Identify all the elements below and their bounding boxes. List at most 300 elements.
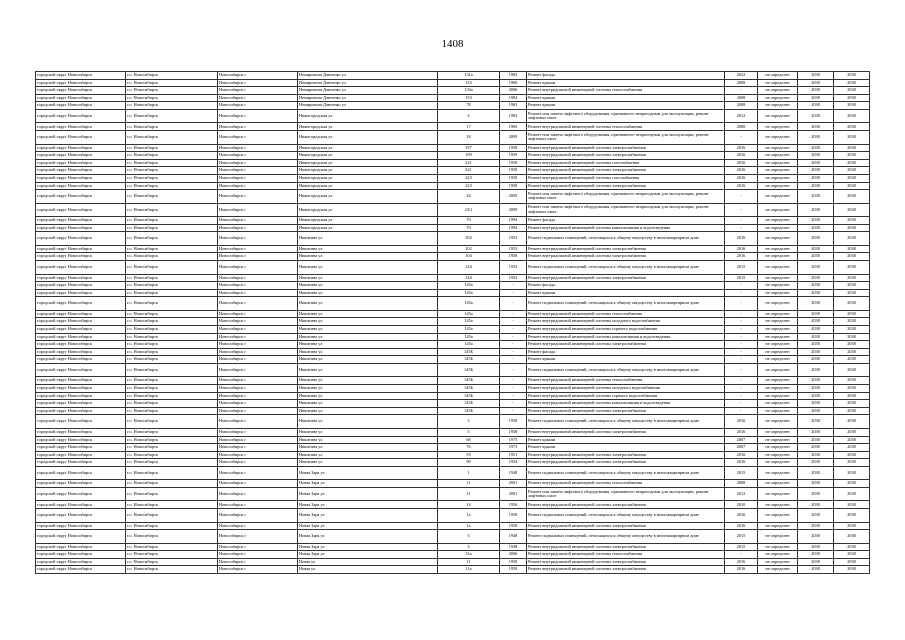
start-year-cell: - — [725, 217, 758, 225]
city-cell: Новосибирск г — [218, 377, 298, 385]
house-cell: 104 — [438, 253, 500, 261]
street-cell: Немировича-Данченко ул — [298, 72, 438, 80]
house-cell: 24/1 — [438, 203, 500, 217]
municipality-cell: г.о. Новосибирск — [126, 72, 218, 80]
plan-year-cell: 2038 — [798, 174, 834, 182]
year-cell: - — [500, 392, 527, 400]
okrug-cell: городской округ Новосибирск — [36, 356, 126, 364]
house-cell: 76 — [438, 444, 500, 452]
work-type-cell: Ремонт крыши — [527, 436, 725, 444]
plan-year-cell: 2038 — [798, 297, 834, 311]
start-year-cell: - — [725, 551, 758, 559]
work-type-cell: Ремонт внутридомовой инженерной системы электроснабжения — [527, 341, 725, 349]
municipality-cell: г.о. Новосибирск — [126, 348, 218, 356]
end-status-cell: не определен — [758, 392, 798, 400]
city-cell: Новосибирск г — [218, 451, 298, 459]
start-year-cell: 2016 — [725, 459, 758, 467]
plan-year-cell: 2038 — [798, 325, 834, 333]
municipality-cell: г.о. Новосибирск — [126, 487, 218, 501]
plan-year-end-cell: 2038 — [834, 377, 870, 385]
municipality-cell: г.о. Новосибирск — [126, 392, 218, 400]
start-year-cell: - — [725, 289, 758, 297]
street-cell: Никитина ул — [298, 400, 438, 408]
plan-year-cell: 2038 — [798, 400, 834, 408]
municipality-cell: г.о. Новосибирск — [126, 341, 218, 349]
street-cell: Нижегородская ул — [298, 217, 438, 225]
start-year-cell: 2016 — [725, 152, 758, 160]
table-row — [36, 356, 870, 364]
work-type-cell: Ремонт внутридомовой инженерной системы канализования и водоотведения — [527, 400, 725, 408]
start-year-cell: 2008 — [725, 102, 758, 110]
okrug-cell: городской округ Новосибирск — [36, 94, 126, 102]
street-cell: Никитина ул — [298, 377, 438, 385]
year-cell: 1969 — [500, 123, 527, 131]
plan-year-cell: 2038 — [798, 444, 834, 452]
plan-year-end-cell: 2038 — [834, 152, 870, 160]
table-row — [36, 444, 870, 452]
table-row — [36, 297, 870, 311]
municipality-cell: г.о. Новосибирск — [126, 444, 218, 452]
street-cell: Никитина ул — [298, 348, 438, 356]
end-status-cell: не определен — [758, 79, 798, 87]
okrug-cell: городской округ Новосибирск — [36, 377, 126, 385]
house-cell: 1а — [438, 522, 500, 530]
start-year-cell: 2015 — [725, 530, 758, 544]
work-type-cell: Ремонт внутридомовой инженерной системы теплоснабжения — [527, 480, 725, 488]
municipality-cell: г.о. Новосибирск — [126, 102, 218, 110]
city-cell: Новосибирск г — [218, 400, 298, 408]
end-status-cell: не определен — [758, 102, 798, 110]
end-status-cell: не определен — [758, 109, 798, 123]
plan-year-cell: 2038 — [798, 131, 834, 145]
okrug-cell: городской округ Новосибирск — [36, 245, 126, 253]
start-year-cell: 2016 — [725, 253, 758, 261]
plan-year-cell: 2038 — [798, 159, 834, 167]
work-type-cell: Ремонт внутридомовой инженерной системы электроснабжения — [527, 253, 725, 261]
end-status-cell: не определен — [758, 466, 798, 480]
end-status-cell: не определен — [758, 428, 798, 436]
start-year-cell: - — [725, 318, 758, 326]
municipality-cell: г.о. Новосибирск — [126, 182, 218, 190]
table-row — [36, 144, 870, 152]
start-year-cell: 2010 — [725, 501, 758, 509]
table-row — [36, 436, 870, 444]
plan-year-end-cell: 2038 — [834, 203, 870, 217]
house-cell: 1а — [438, 509, 500, 523]
city-cell: Новосибирск г — [218, 325, 298, 333]
street-cell: Никитина ул — [298, 428, 438, 436]
work-type-cell: Ремонт или замена лифтового оборудования, признанного непригодным для эксплуатации, ремонт лифтовых шахт — [527, 487, 725, 501]
municipality-cell: г.о. Новосибирск — [126, 428, 218, 436]
start-year-cell: 2015 — [725, 274, 758, 282]
house-cell: 223 — [438, 182, 500, 190]
okrug-cell: городской округ Новосибирск — [36, 167, 126, 175]
street-cell: Новая Заря ул — [298, 487, 438, 501]
end-status-cell: не определен — [758, 522, 798, 530]
start-year-cell: 2016 — [725, 451, 758, 459]
plan-year-cell: 2038 — [798, 363, 834, 377]
street-cell: Никитина ул — [298, 385, 438, 393]
work-type-cell: Ремонт внутридомовой инженерной системы электроснабжения — [527, 501, 725, 509]
end-status-cell: не определен — [758, 72, 798, 80]
house-cell: 31а — [438, 551, 500, 559]
plan-year-end-cell: 2038 — [834, 522, 870, 530]
year-cell: 1959 — [500, 152, 527, 160]
plan-year-end-cell: 2038 — [834, 363, 870, 377]
city-cell: Новосибирск г — [218, 245, 298, 253]
okrug-cell: городской округ Новосибирск — [36, 558, 126, 566]
table-row — [36, 543, 870, 551]
work-type-cell: Ремонт внутридомовой инженерной системы электроснабжения — [527, 451, 725, 459]
start-year-cell: 2016 — [725, 232, 758, 246]
start-year-cell: 2016 — [725, 566, 758, 574]
city-cell: Новосибирск г — [218, 341, 298, 349]
house-cell: 14 — [438, 501, 500, 509]
municipality-cell: г.о. Новосибирск — [126, 224, 218, 232]
plan-year-end-cell: 2038 — [834, 325, 870, 333]
plan-year-end-cell: 2038 — [834, 415, 870, 429]
year-cell: 1954 — [500, 459, 527, 467]
municipality-cell: г.о. Новосибирск — [126, 558, 218, 566]
city-cell: Новосибирск г — [218, 87, 298, 95]
end-status-cell: не определен — [758, 190, 798, 204]
okrug-cell: городской округ Новосибирск — [36, 509, 126, 523]
year-cell: - — [500, 385, 527, 393]
year-cell: - — [500, 289, 527, 297]
plan-year-end-cell: 2038 — [834, 79, 870, 87]
house-cell: 1 — [438, 466, 500, 480]
plan-year-end-cell: 2038 — [834, 167, 870, 175]
table-row — [36, 167, 870, 175]
table-row — [36, 415, 870, 429]
okrug-cell: городской округ Новосибирск — [36, 131, 126, 145]
municipality-cell: г.о. Новосибирск — [126, 282, 218, 290]
city-cell: Новосибирск г — [218, 224, 298, 232]
street-cell: Никитина ул — [298, 451, 438, 459]
start-year-cell: - — [725, 190, 758, 204]
okrug-cell: городской округ Новосибирск — [36, 543, 126, 551]
start-year-cell: 2008 — [725, 79, 758, 87]
municipality-cell: г.о. Новосибирск — [126, 551, 218, 559]
okrug-cell: городской округ Новосибирск — [36, 79, 126, 87]
plan-year-cell: 2038 — [798, 282, 834, 290]
table-row — [36, 232, 870, 246]
municipality-cell: г.о. Новосибирск — [126, 253, 218, 261]
okrug-cell: городской округ Новосибирск — [36, 333, 126, 341]
table-row — [36, 190, 870, 204]
plan-year-end-cell: 2038 — [834, 289, 870, 297]
plan-year-cell: 2038 — [798, 543, 834, 551]
house-cell: 145Б — [438, 400, 500, 408]
year-cell: 1994 — [500, 224, 527, 232]
municipality-cell: г.о. Новосибирск — [126, 261, 218, 275]
house-cell: 3 — [438, 530, 500, 544]
year-cell: 1958 — [500, 182, 527, 190]
street-cell: Никитина ул — [298, 436, 438, 444]
work-type-cell: Ремонт внутридомовой инженерной системы холодного водоснабжения — [527, 318, 725, 326]
table-row — [36, 348, 870, 356]
year-cell: 1975 — [500, 436, 527, 444]
okrug-cell: городской округ Новосибирск — [36, 444, 126, 452]
year-cell: 2009 — [500, 190, 527, 204]
start-year-cell: - — [725, 341, 758, 349]
municipality-cell: г.о. Новосибирск — [126, 466, 218, 480]
street-cell: Никитина ул — [298, 261, 438, 275]
work-type-cell: Ремонт внутридомовой инженерной системы электроснабжения — [527, 167, 725, 175]
table-row — [36, 522, 870, 530]
street-cell: Никитина ул — [298, 232, 438, 246]
work-type-cell: Ремонт внутридомовой инженерной системы электроснабжения — [527, 182, 725, 190]
house-cell: 3 — [438, 543, 500, 551]
work-type-cell: Ремонт крыши — [527, 94, 725, 102]
year-cell: 1983 — [500, 109, 527, 123]
start-year-cell: 2016 — [725, 144, 758, 152]
start-year-cell: - — [725, 333, 758, 341]
table-row — [36, 480, 870, 488]
house-cell: 93 — [438, 451, 500, 459]
end-status-cell: не определен — [758, 203, 798, 217]
house-cell: 11 — [438, 558, 500, 566]
year-cell: 1952 — [500, 261, 527, 275]
municipality-cell: г.о. Новосибирск — [126, 79, 218, 87]
okrug-cell: городской округ Новосибирск — [36, 310, 126, 318]
municipality-cell: г.о. Новосибирск — [126, 451, 218, 459]
start-year-cell: - — [725, 392, 758, 400]
city-cell: Новосибирск г — [218, 551, 298, 559]
okrug-cell: городской округ Новосибирск — [36, 232, 126, 246]
okrug-cell: городской округ Новосибирск — [36, 407, 126, 415]
okrug-cell: городской округ Новосибирск — [36, 190, 126, 204]
end-status-cell: не определен — [758, 407, 798, 415]
city-cell: Новосибирск г — [218, 174, 298, 182]
house-cell: 145а — [438, 282, 500, 290]
plan-year-end-cell: 2038 — [834, 543, 870, 551]
year-cell: 1948 — [500, 466, 527, 480]
okrug-cell: городской округ Новосибирск — [36, 392, 126, 400]
start-year-cell: - — [725, 87, 758, 95]
house-cell: 145Б — [438, 363, 500, 377]
work-type-cell: Ремонт подвальных помещений, относящихся к общему имуществу в многоквартирном доме — [527, 297, 725, 311]
start-year-cell: 2015 — [725, 543, 758, 551]
work-type-cell: Ремонт внутридомовой инженерной системы канализования и водоотведения — [527, 333, 725, 341]
city-cell: Новосибирск г — [218, 152, 298, 160]
start-year-cell: 2012 — [725, 487, 758, 501]
end-status-cell: не определен — [758, 400, 798, 408]
start-year-cell: 2016 — [725, 428, 758, 436]
plan-year-end-cell: 2038 — [834, 348, 870, 356]
plan-year-end-cell: 2038 — [834, 131, 870, 145]
city-cell: Новосибирск г — [218, 356, 298, 364]
table-row — [36, 79, 870, 87]
end-status-cell: не определен — [758, 363, 798, 377]
year-cell: - — [500, 333, 527, 341]
plan-year-end-cell: 2038 — [834, 333, 870, 341]
municipality-cell: г.о. Новосибирск — [126, 356, 218, 364]
okrug-cell: городской округ Новосибирск — [36, 102, 126, 110]
start-year-cell: 2008 — [725, 94, 758, 102]
work-type-cell: Ремонт или замена лифтового оборудования, признанного непригодным для эксплуатации, ремонт лифтовых шахт — [527, 203, 725, 217]
city-cell: Новосибирск г — [218, 333, 298, 341]
okrug-cell: городской округ Новосибирск — [36, 551, 126, 559]
table-row — [36, 551, 870, 559]
municipality-cell: г.о. Новосибирск — [126, 415, 218, 429]
start-year-cell: - — [725, 224, 758, 232]
plan-year-end-cell: 2038 — [834, 341, 870, 349]
house-cell: 144 — [438, 274, 500, 282]
table-row — [36, 451, 870, 459]
city-cell: Новосибирск г — [218, 318, 298, 326]
house-cell: 145Б — [438, 407, 500, 415]
table-row — [36, 341, 870, 349]
house-cell: 145а — [438, 289, 500, 297]
okrug-cell: городской округ Новосибирск — [36, 144, 126, 152]
year-cell: - — [500, 297, 527, 311]
okrug-cell: городской округ Новосибирск — [36, 466, 126, 480]
plan-year-cell: 2038 — [798, 480, 834, 488]
plan-year-end-cell: 2038 — [834, 428, 870, 436]
municipality-cell: г.о. Новосибирск — [126, 310, 218, 318]
okrug-cell: городской округ Новосибирск — [36, 87, 126, 95]
okrug-cell: городской округ Новосибирск — [36, 480, 126, 488]
city-cell: Новосибирск г — [218, 543, 298, 551]
street-cell: Никитина ул — [298, 459, 438, 467]
year-cell: 1956 — [500, 501, 527, 509]
plan-year-cell: 2038 — [798, 530, 834, 544]
year-cell: 1958 — [500, 509, 527, 523]
okrug-cell: городской округ Новосибирск — [36, 224, 126, 232]
city-cell: Новосибирск г — [218, 444, 298, 452]
okrug-cell: городской округ Новосибирск — [36, 459, 126, 467]
work-type-cell: Ремонт подвальных помещений, относящихся к общему имуществу в многоквартирном доме — [527, 509, 725, 523]
work-type-cell: Ремонт внутридомовой инженерной системы электроснабжения — [527, 274, 725, 282]
municipality-cell: г.о. Новосибирск — [126, 480, 218, 488]
end-status-cell: не определен — [758, 232, 798, 246]
table-row — [36, 487, 870, 501]
house-cell: 24 — [438, 190, 500, 204]
street-cell: Немировича-Данченко ул — [298, 79, 438, 87]
municipality-cell: г.о. Новосибирск — [126, 325, 218, 333]
house-cell: 144 — [438, 261, 500, 275]
city-cell: Новосибирск г — [218, 501, 298, 509]
year-cell: 1948 — [500, 530, 527, 544]
plan-year-end-cell: 2038 — [834, 407, 870, 415]
year-cell: - — [500, 282, 527, 290]
street-cell: Немировича-Данченко ул — [298, 102, 438, 110]
plan-year-end-cell: 2038 — [834, 297, 870, 311]
table-row — [36, 558, 870, 566]
start-year-cell: 2007 — [725, 444, 758, 452]
plan-year-end-cell: 2038 — [834, 274, 870, 282]
year-cell: 1953 — [500, 232, 527, 246]
plan-year-cell: 2038 — [798, 79, 834, 87]
table-row — [36, 310, 870, 318]
table-row — [36, 289, 870, 297]
house-cell: 145а — [438, 310, 500, 318]
city-cell: Новосибирск г — [218, 566, 298, 574]
year-cell: 1958 — [500, 558, 527, 566]
work-type-cell: Ремонт внутридомовой инженерной системы теплоснабжения — [527, 551, 725, 559]
municipality-cell: г.о. Новосибирск — [126, 289, 218, 297]
municipality-cell: г.о. Новосибирск — [126, 501, 218, 509]
start-year-cell: 2008 — [725, 123, 758, 131]
plan-year-cell: 2038 — [798, 102, 834, 110]
city-cell: Новосибирск г — [218, 131, 298, 145]
city-cell: Новосибирск г — [218, 79, 298, 87]
year-cell: 1982 — [500, 72, 527, 80]
municipality-cell: г.о. Новосибирск — [126, 385, 218, 393]
table-row — [36, 203, 870, 217]
plan-year-cell: 2038 — [798, 459, 834, 467]
okrug-cell: городской округ Новосибирск — [36, 318, 126, 326]
table-row — [36, 182, 870, 190]
year-cell: - — [500, 363, 527, 377]
work-type-cell: Ремонт крыши — [527, 356, 725, 364]
city-cell: Новосибирск г — [218, 253, 298, 261]
year-cell: - — [500, 341, 527, 349]
street-cell: Новая ул — [298, 558, 438, 566]
work-type-cell: Ремонт подвальных помещений, относящихся к общему имуществу в многоквартирном доме — [527, 466, 725, 480]
end-status-cell: не определен — [758, 530, 798, 544]
end-status-cell: не определен — [758, 377, 798, 385]
work-type-cell: Ремонт внутридомовой инженерной системы газоснабжения — [527, 159, 725, 167]
end-status-cell: не определен — [758, 543, 798, 551]
year-cell: 1948 — [500, 543, 527, 551]
municipality-cell: г.о. Новосибирск — [126, 109, 218, 123]
house-cell: 2 — [438, 109, 500, 123]
house-cell: 68 — [438, 436, 500, 444]
street-cell: Новая Заря ул — [298, 543, 438, 551]
end-status-cell: не определен — [758, 451, 798, 459]
street-cell: Новая Заря ул — [298, 509, 438, 523]
start-year-cell: - — [725, 356, 758, 364]
city-cell: Новосибирск г — [218, 190, 298, 204]
start-year-cell: 2007 — [725, 436, 758, 444]
work-type-cell: Ремонт крыши — [527, 102, 725, 110]
street-cell: Нижегородская ул — [298, 224, 438, 232]
house-cell: 11 — [438, 480, 500, 488]
plan-year-cell: 2038 — [798, 385, 834, 393]
plan-year-cell: 2038 — [798, 333, 834, 341]
municipality-cell: г.о. Новосибирск — [126, 144, 218, 152]
plan-year-end-cell: 2038 — [834, 174, 870, 182]
start-year-cell: 2008 — [725, 480, 758, 488]
municipality-cell: г.о. Новосибирск — [126, 318, 218, 326]
year-cell: 1958 — [500, 415, 527, 429]
city-cell: Новосибирск г — [218, 144, 298, 152]
year-cell: 1951 — [500, 451, 527, 459]
end-status-cell: не определен — [758, 348, 798, 356]
end-status-cell: не определен — [758, 444, 798, 452]
house-cell: 145Б — [438, 348, 500, 356]
table-row — [36, 159, 870, 167]
okrug-cell: городской округ Новосибирск — [36, 436, 126, 444]
start-year-cell: 2015 — [725, 466, 758, 480]
street-cell: Никитина ул — [298, 363, 438, 377]
table-row — [36, 224, 870, 232]
street-cell: Никитина ул — [298, 274, 438, 282]
table-row — [36, 333, 870, 341]
house-cell: 78 — [438, 102, 500, 110]
table-row — [36, 245, 870, 253]
start-year-cell: 2016 — [725, 509, 758, 523]
start-year-cell: 2016 — [725, 522, 758, 530]
okrug-cell: городской округ Новосибирск — [36, 261, 126, 275]
okrug-cell: городской округ Новосибирск — [36, 487, 126, 501]
plan-year-cell: 2038 — [798, 356, 834, 364]
start-year-cell: 2022 — [725, 72, 758, 80]
end-status-cell: не определен — [758, 480, 798, 488]
city-cell: Новосибирск г — [218, 261, 298, 275]
